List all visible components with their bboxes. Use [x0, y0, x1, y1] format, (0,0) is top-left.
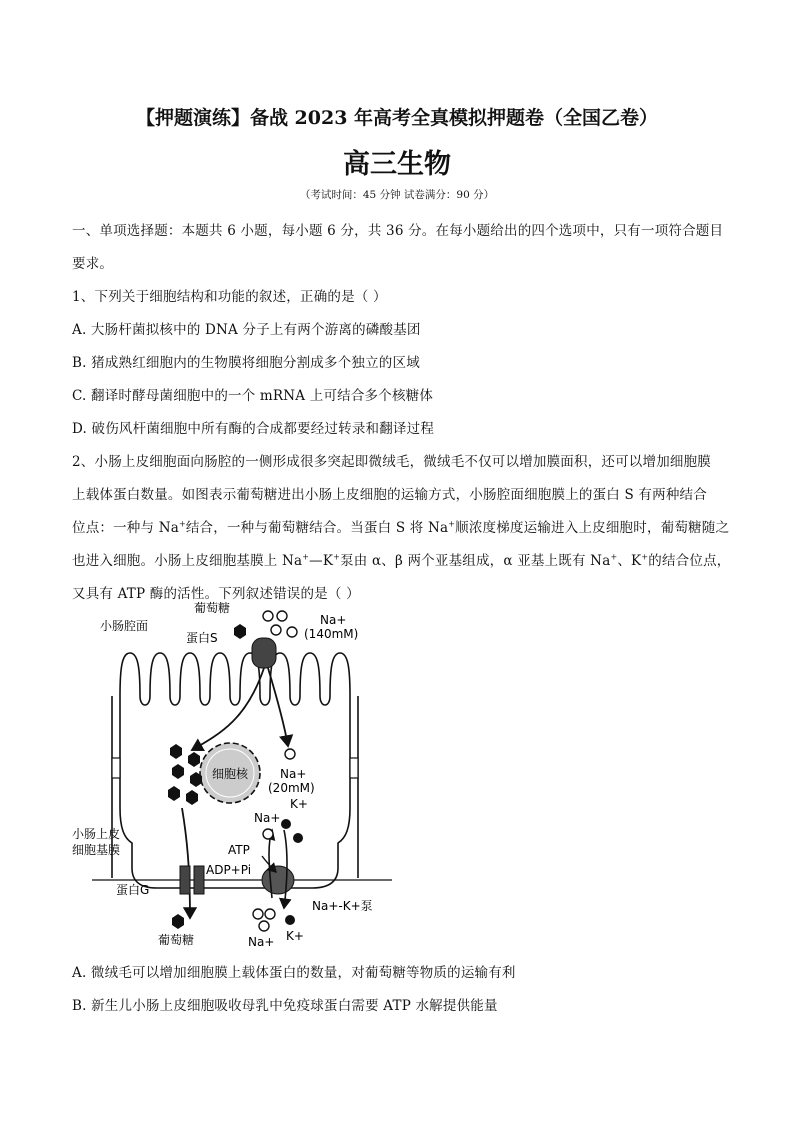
q2-line-2: 上载体蛋白数量。如图表示葡萄糖进出小肠上皮细胞的运输方式，小肠腔面细胞膜上的蛋白 S 有两种结合	[72, 487, 707, 503]
protein-g	[180, 866, 190, 894]
label-glucose-bottom: 葡萄糖	[158, 933, 195, 947]
na-mid-icon	[285, 749, 295, 759]
na-top-icon	[263, 611, 273, 621]
q1-option-b: B. 猪成熟红细胞内的生物膜将细胞分割成多个独立的区域	[72, 355, 420, 371]
label-protein-g: 蛋白G	[116, 883, 150, 897]
glucose-top-icon	[234, 624, 246, 639]
q1-stem: 1、下列关于细胞结构和功能的叙述，正确的是（ ）	[72, 289, 387, 305]
left-cell-junction	[120, 696, 132, 868]
label-atp: ATP	[228, 843, 250, 857]
exam-info: （考试时间：45 分钟 试卷满分：90 分）	[299, 189, 495, 201]
q2-option-b: B. 新生儿小肠上皮细胞吸收母乳中免疫球蛋白需要 ATP 水解提供能量	[72, 998, 498, 1014]
label-na-top-conc: (140mM)	[304, 627, 359, 641]
header-title: 【押题演练】备战 2023 年高考全真模拟押题卷（全国乙卷）	[135, 107, 659, 129]
label-na-top: Na+	[320, 613, 347, 627]
q2-line-3: 位点：一种与 Na+结合，一种与葡萄糖结合。当蛋白 S 将 Na+顺浓度梯度运输进入上皮细胞时，葡萄糖随之	[72, 519, 730, 536]
label-basal-2: 细胞基膜	[72, 843, 121, 857]
label-protein-s: 蛋白S	[186, 631, 218, 645]
q2-line-4: 也进入细胞。小肠上皮细胞基膜上 Na+—K+泵由 α、β 两个亚基组成，α 亚基上既有 Na+、K+的结合位点，	[72, 552, 731, 569]
label-k-bottom: K+	[286, 929, 304, 943]
q1-option-d: D. 破伤风杆菌细胞中所有酶的合成都要经过转录和翻译过程	[72, 421, 435, 437]
q2-line-1: 2、小肠上皮细胞面向肠腔的一侧形成很多突起即微绒毛，微绒毛不仅可以增加膜面积，还可以增加细胞膜	[72, 454, 711, 470]
glucose-icon	[170, 744, 182, 759]
q1-option-c: C. 翻译时酵母菌细胞中的一个 mRNA 上可结合多个核糖体	[72, 388, 434, 404]
subject-title: 高三生物	[343, 149, 451, 180]
section-instruction-line-1: 一、单项选择题：本题共 6 小题，每小题 6 分，共 36 分。在每小题给出的四个选项中，只有一项符合题目	[72, 223, 724, 239]
cell-transport-figure	[72, 598, 392, 950]
label-na-bottom: Na+	[248, 935, 275, 949]
label-na-pump-in: Na+	[254, 811, 281, 825]
microvilli-membrane	[120, 653, 350, 705]
q2-line-5: 又具有 ATP 酶的活性。下列叙述错误的是（ ）	[72, 586, 360, 602]
right-cell-junction	[338, 696, 350, 868]
q2-option-a: A. 微绒毛可以增加细胞膜上载体蛋白的数量，对葡萄糖等物质的运输有利	[72, 965, 516, 981]
section-instruction-line-2: 要求。	[72, 256, 114, 272]
q1-option-a: A. 大肠杆菌拟核中的 DNA 分子上有两个游离的磷酸基团	[72, 322, 421, 338]
protein-s	[252, 638, 276, 668]
junction-box-right	[350, 758, 358, 778]
label-glucose-top: 葡萄糖	[194, 601, 231, 615]
na-k-pump	[262, 866, 294, 894]
label-pump: Na+-K+泵	[312, 899, 373, 913]
label-nucleus: 细胞核	[212, 767, 249, 781]
label-adp: ADP+Pi	[206, 863, 252, 877]
label-na-mid-conc: (20mM)	[268, 781, 315, 795]
junction-box-left	[112, 758, 120, 778]
label-k-pump-in: K+	[290, 797, 308, 811]
label-na-mid: Na+	[280, 767, 307, 781]
label-basal-1: 小肠上皮	[72, 827, 121, 841]
label-lumen: 小肠腔面	[100, 619, 149, 633]
